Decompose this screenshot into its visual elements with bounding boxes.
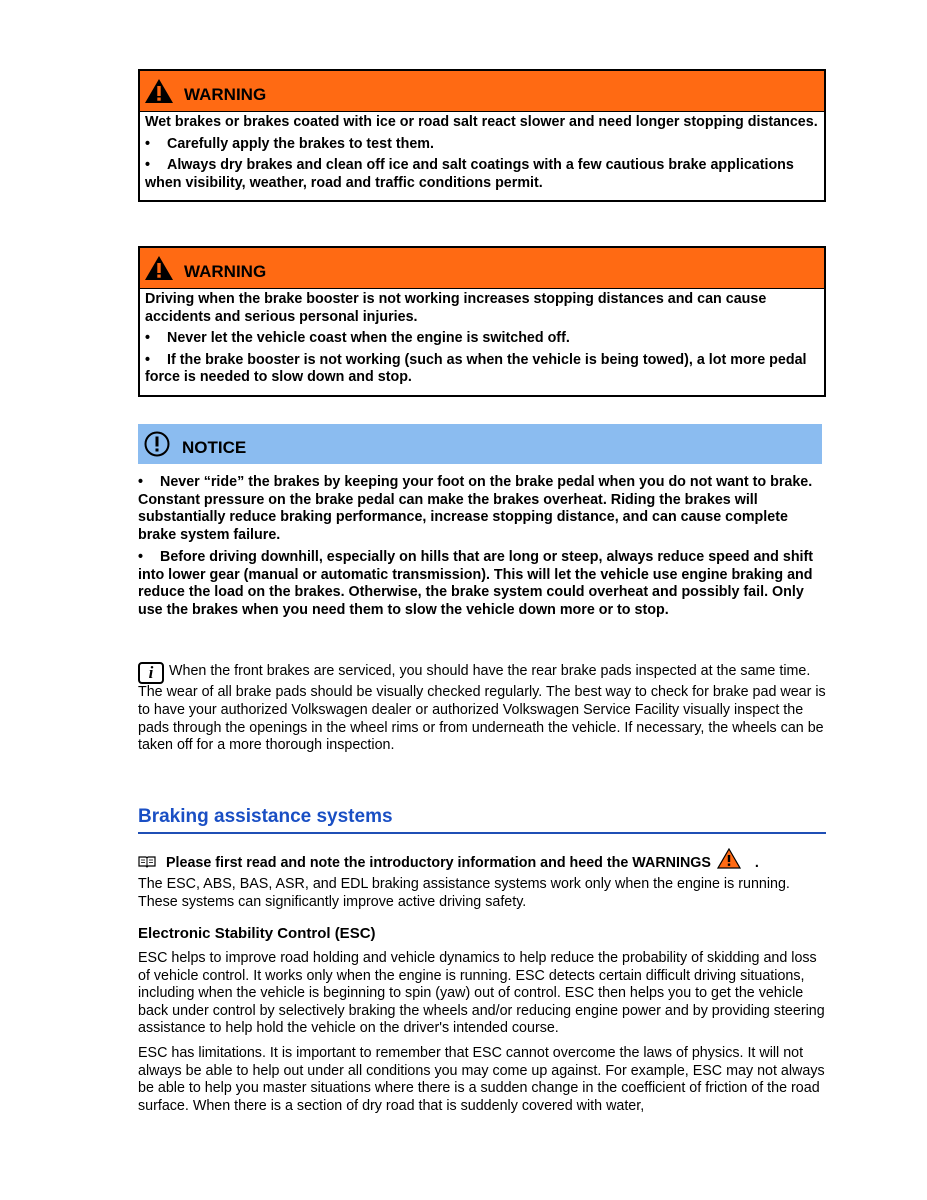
warning-box-2	[138, 246, 826, 397]
bullet-icon: •	[138, 474, 144, 490]
warning-intro: Driving when the brake booster is not working increases stopping distances and can cause accidents and serious personal injuries.	[145, 291, 767, 325]
list-item: • If the brake booster is not working (such as when the vehicle is being towed), a lot more pedal force is needed to slow down and stop.	[145, 351, 807, 385]
list-item: • Carefully apply the brakes to test them.	[145, 135, 434, 152]
warning-intro: Wet brakes or brakes coated with ice or road salt react slower and need longer stopping distances.	[145, 114, 818, 130]
notice-header	[138, 424, 822, 464]
warning-triangle-icon[interactable]	[717, 848, 741, 869]
bullet-icon: •	[145, 351, 151, 368]
book-icon	[138, 855, 158, 871]
esc-paragraph-1: ESC helps to improve road holding and vehicle dynamics to help reduce the probability of skidding and loss of vehicle control. It works only when the engine is running. ESC detects certain difficult driving situations, including when the vehicle is beginning to spin (yaw) out of control. ESC then helps you to get the vehicle back under control by selectively braking the wheels and/or reducing engine power and by providing steering assistance to help hold the vehicle on the driver's intended course.	[138, 950, 825, 1037]
notice-title: NOTICE	[182, 438, 247, 457]
bullet-icon: •	[145, 157, 151, 173]
warning-triangle-icon	[144, 255, 174, 281]
info-icon: i	[138, 662, 164, 684]
intro-period: .	[754, 855, 759, 871]
bullet-icon: •	[145, 135, 151, 152]
esc-paragraph-2: ESC has limitations. It is important to remember that ESC cannot overcome the laws of physics. It will not always be able to help out under all conditions you may come up against. For example, ESC may not always be able to help you master situations where there is a sudden change in the coefficient of friction of the road surface. When there is a section of dry road that is suddenly covered with water,	[138, 1045, 825, 1114]
warning-header	[140, 248, 824, 289]
warning-title: WARNING	[184, 85, 267, 104]
list-item: • Never let the vehicle coast when the engine is switched off.	[145, 330, 570, 346]
list-item: • Never “ride” the brakes by keeping your foot on the brake pedal when you do not want to brake. Constant pressure on the brake pedal can make the brakes overheat. Riding the brakes will substantially reduce braking performance, increase stopping distance, and can cause complete brake system failure.	[138, 474, 813, 544]
list-item: • Always dry brakes and clean off ice and salt coatings with a few cautious brake applications when visibility, weather, road and traffic conditions permit.	[145, 157, 794, 191]
notice-body	[138, 474, 822, 624]
exclamation-circle-icon	[144, 431, 170, 457]
info-text: When the front brakes are serviced, you should have the rear brake pads inspected at the same time. The wear of all brake pads should be visually checked regularly. The best way to check for brake pad wear is to have your authorized Volkswagen dealer or authorized Volkswagen Service Facility visually inspect the pads through the openings in the wheel rims or from underneath the vehicle. If necessary, the wheels can be taken off for a more thorough inspection.	[138, 663, 826, 754]
warning-header	[140, 71, 824, 112]
bullet-icon: •	[138, 548, 144, 565]
warning-box-1	[138, 69, 826, 202]
read-first-note: Please first read and note the introductory information and heed the WARNINGS .	[138, 848, 838, 871]
section-paragraph: The ESC, ABS, BAS, ASR, and EDL braking assistance systems work only when the engine is running. These systems can significantly improve active driving safety.	[138, 876, 790, 910]
subheading-esc: Electronic Stability Control (ESC)	[138, 925, 376, 942]
info-note	[138, 662, 828, 755]
bullet-icon: •	[145, 330, 151, 346]
warning-triangle-icon	[144, 78, 174, 104]
list-item: • Before driving downhill, especially on hills that are long or steep, always reduce speed and shift into lower gear (manual or automatic transmission). This will let the vehicle use engine braking and reduce the load on the brakes. Otherwise, the brake system could overheat and possibly fail. Only use the brakes when you need them to slow the vehicle down more or to stop.	[138, 548, 814, 618]
warning-title: WARNING	[184, 262, 267, 281]
section-title: Braking assistance systems	[138, 806, 826, 834]
